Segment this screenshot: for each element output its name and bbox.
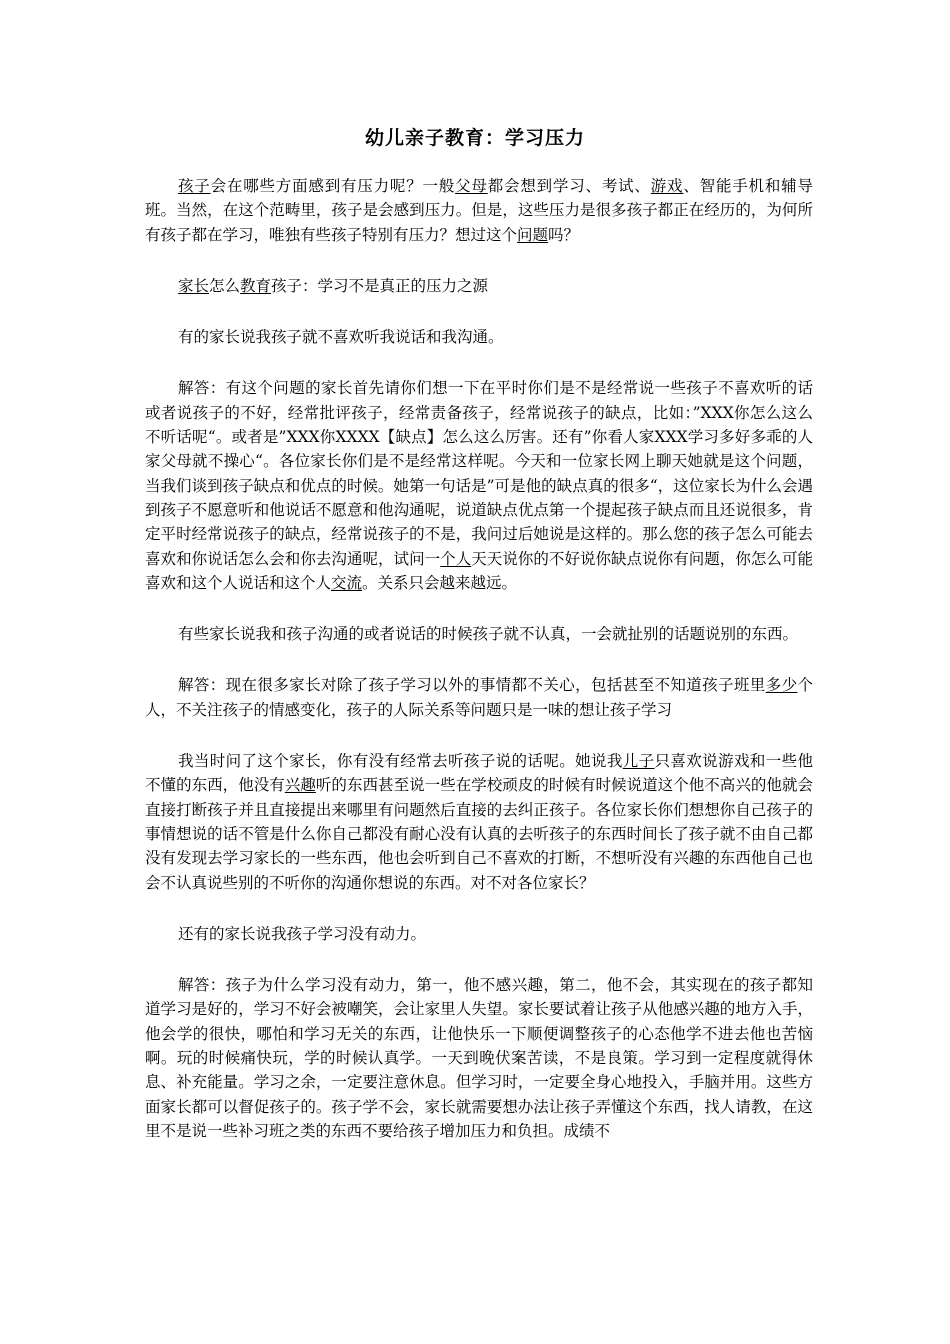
keyword-link[interactable]: 问题 [517, 225, 549, 244]
text-run: 怎么 [209, 276, 241, 295]
keyword-link[interactable]: 儿子 [622, 752, 655, 771]
text-run: 会在哪些方面感到有压力呢？一般 [210, 177, 456, 195]
text-run: 解答：孩子为什么学习没有动力，第一，他不感兴趣，第二，他不会，其实现在的孩子都知道学习是好的，学习不好会被嘲笑，会让家里人失望。家长要试着让孩子从他感兴趣的地方入手，他会学的很快，哪怕和学习无关的东西，让他快乐一下顺便调整孩子的心态他学不进去他也苦恼啊。玩的时候痛快玩，学的时候认真学。一天到晚伏案苦读，不是良策。学习到一定程度就得休息、补充能量。学习之余，一定要注意休息。但学习时，一定要全身心地投入，手脑并用。这些方面家长都可以督促孩子的。孩子学不会，家长就需要想办法让孩子弄懂这个东西，找人请教，在这里不是说一些补习班之类的东西不要给孩子增加压力和负担。成绩不 [145, 976, 813, 1140]
keyword-link[interactable]: 父母 [455, 177, 488, 195]
text-run: 、智能手机和辅导班。当然，在这个范畴里，孩子是会感到压力。但是，这些压力是很多孩子都正在经历的，为何所有孩子都在学习，唯独有些孩子特别有压力？想过这个 [145, 177, 813, 244]
paragraph [145, 622, 813, 646]
text-run: 听的东西甚至说一些在学校顽皮的时候有时候说道这个他不高兴的他就会直接打断孩子并且直接提出来哪里有问题然后直接的去纠正孩子。各位家长你们想想你自己孩子的事情想说的话不管是什么你自己都没有耐心没有认真的去听孩子的东西时间长了孩子就不由自己都没有发现去学习家长的一些东西，他也会听到自己不喜欢的打断，不想听没有兴趣的东西他自己也会不认真说些别的不听你的沟通你想说的东西。对不对各位家长？ [145, 776, 813, 892]
text-run: 只喜欢说游戏和一些他不懂的东西，他没有 [145, 752, 813, 795]
text-run: 。关系只会越来越远。 [362, 573, 518, 592]
text-run: 有些家长说我和孩子沟通的或者说话的时候孩子就不认真，一会就扯别的话题说别的东西。 [178, 625, 799, 644]
text-run: 我当时问了这个家长，你有没有经常去听孩子说的话呢。她说我 [178, 752, 623, 771]
keyword-link[interactable]: 游戏 [650, 177, 684, 195]
keyword-link[interactable]: 家长 [178, 276, 210, 295]
keyword-link[interactable]: 教育 [240, 276, 272, 295]
paragraph [145, 973, 813, 1143]
paragraph [145, 749, 813, 895]
text-run: 天天说你的不好说你缺点说你有问题，你怎么可能喜欢和这个人说话和这个人 [145, 549, 813, 592]
text-run: 孩子：学习不是真正的压力之源 [271, 276, 489, 295]
document-title: 幼儿亲子教育：学习压力 [364, 127, 585, 149]
text-run: 有的家长说我孩子就不喜欢听我说话和我沟通。 [178, 328, 504, 347]
text-run: 吗？ [548, 225, 580, 244]
text-run: 还有的家长说我孩子学习没有动力。 [178, 924, 427, 943]
text-run: 个人，不关注孩子的情感变化，孩子的人际关系等问题只是一味的想让孩子学习 [145, 676, 813, 719]
paragraph [145, 174, 813, 247]
paragraph [145, 673, 813, 722]
keyword-link[interactable]: 个人 [440, 549, 472, 568]
text-run: 都会想到学习、考试、 [487, 177, 651, 195]
keyword-link[interactable]: 孩子 [178, 177, 211, 195]
text-run: 解答：现在很多家长对除了孩子学习以外的事情都不关心，包括甚至不知道孩子班里 [178, 676, 766, 695]
paragraph [145, 376, 813, 595]
keyword-link[interactable]: 多少 [765, 676, 798, 695]
text-run: 解答：有这个问题的家长首先请你们想一下在平时你们是不是经常说一些孩子不喜欢听的话或者说孩子的不好，经常批评孩子，经常责备孩子，经常说孩子的缺点，比如：”XXX你怎么这么不听话呢“。或者是”XXX你XXXX【缺点】怎么这么厉害。还有”你看人家XXX学习多好多乖的人家父母就不操心“。各位家长你们是不是经常这样呢。今天和一位家长网上聊天她就是这个问题，当我们谈到孩子缺点和优点的时候。她第一句话是”可是他的缺点真的很多“，这位家长为什么会遇到孩子不愿意听和他说话不愿意和他沟通呢，说道缺点优点第一个提起孩子缺点而且还说很多，肯定平时经常说孩子的缺点，经常说孩子的不是，我问过后她说是这样的。那么您的孩子怎么可能去喜欢和你说话怎么会和你去沟通呢，试问一 [145, 379, 813, 568]
paragraph [145, 274, 813, 298]
keyword-link[interactable]: 交流 [331, 573, 363, 592]
document-body [145, 174, 813, 1170]
paragraph [145, 325, 813, 349]
paragraph [145, 922, 813, 946]
keyword-link[interactable]: 兴趣 [284, 776, 316, 795]
